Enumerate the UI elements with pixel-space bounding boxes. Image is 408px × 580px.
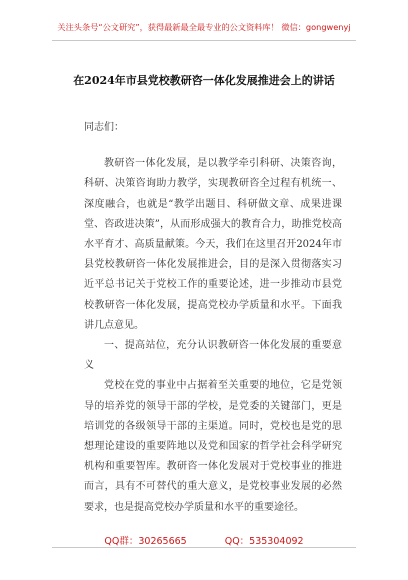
footer-qq: QQ：535304092	[224, 536, 304, 547]
footer-divider	[52, 547, 356, 548]
footer-qq-group: QQ群：30265665	[104, 536, 187, 547]
header-banner: 关注头条号“公文研究”，获得最新最全最专业的公文资料库！ 微信：gongwenyj	[57, 22, 351, 32]
greeting: 同志们：	[84, 122, 124, 133]
document-title: 在2024年市县党校教研咨一体化发展推进会上的讲话	[73, 74, 335, 87]
section-heading: 一、提高站位，充分认识教研咨一体化发展的重要意义	[84, 340, 342, 372]
header-divider	[52, 40, 356, 41]
paragraph-significance: 党校在党的事业中占据着至关重要的地位，它是党领导的培养党的领导干部的学校，是党委的关键部门，更是培训党的各级领导干部的主渠道。同时，党校也是党的思想理论建设的重要阵地以及党和国家的哲学社会科学研究机构和重要智库。教研咨一体化发展对于党校事业的推进而言，具有不可替代的重大意义，是党校事业发展的必然要求，也是提高党校办学质量和水平的重要途径。	[84, 380, 342, 513]
footer-contact	[0, 533, 408, 547]
paragraph-intro: 教研咨一体化发展，是以教学牵引科研、决策咨询，科研、决策咨询助力教学，实现教研咨全过程有机统一、深度融合，也就是“教学出题目、科研做文章、成果进课堂、咨政进决策”，从而形成强大的教育合力，助推党校高水平育才、高质量献策。今天，我们在这里召开2024年市县党校教研咨一体化发展推进会，目的是深入贯彻落实习近平总书记关于党校工作的重要论述，进一步推动市县党校教研咨一体化发展，提高党校办学质量和水平。下面我讲几点意见。	[84, 158, 342, 331]
document-body	[84, 118, 342, 518]
